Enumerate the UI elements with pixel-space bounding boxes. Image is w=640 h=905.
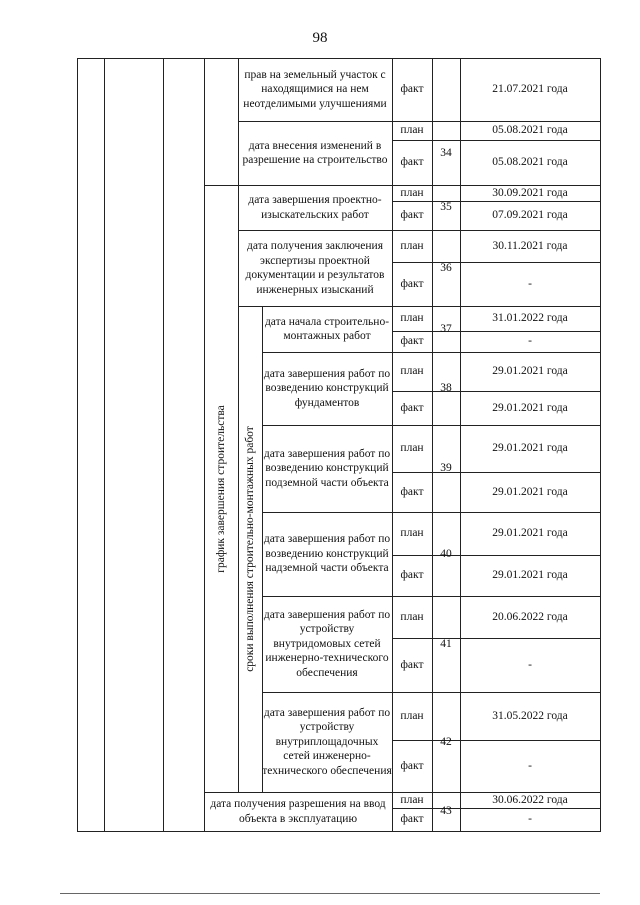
plan-date: 30.06.2022 года bbox=[492, 793, 568, 806]
fact-label: факт bbox=[400, 83, 424, 96]
row-number: 41 bbox=[440, 637, 452, 650]
plan-date: 31.01.2022 года bbox=[492, 312, 568, 325]
fact-label: факт bbox=[400, 277, 424, 290]
fact-date: 29.01.2021 года bbox=[492, 485, 568, 498]
row-number: 39 bbox=[440, 462, 452, 475]
plan-label: план bbox=[400, 312, 424, 325]
row-number: 43 bbox=[440, 805, 452, 818]
row-number: 42 bbox=[440, 735, 452, 748]
row-desc: дата внесения изменений в разрешение на строительство bbox=[242, 139, 388, 166]
group-label-construction-timeline: сроки выполнения строительно-монтажных работ bbox=[244, 426, 257, 672]
plan-label: план bbox=[400, 124, 424, 137]
plan-label: план bbox=[400, 610, 424, 623]
fact-date: 29.01.2021 года bbox=[492, 569, 568, 582]
plan-date: 20.06.2022 года bbox=[492, 610, 568, 623]
row-desc: прав на земельный участок с находящимися на нем неотделимыми улучшениями bbox=[243, 68, 387, 110]
plan-date: 29.01.2021 года bbox=[492, 442, 568, 455]
row-number: 38 bbox=[440, 382, 452, 395]
row-desc: дата завершения работ по возведению конструкций подземной части объекта bbox=[263, 447, 391, 489]
fact-label: факт bbox=[400, 401, 424, 414]
plan-label: план bbox=[400, 709, 424, 722]
fact-label: факт bbox=[400, 658, 424, 671]
plan-label: план bbox=[400, 239, 424, 252]
plan-label: план bbox=[400, 793, 424, 806]
page-number: 98 bbox=[312, 30, 328, 46]
plan-label: план bbox=[400, 527, 424, 540]
fact-label: факт bbox=[400, 156, 424, 169]
fact-label: факт bbox=[400, 759, 424, 772]
group-label-schedule: график завершения строительства bbox=[215, 404, 227, 573]
row-desc: дата завершения работ по возведению конструкций надземной части объекта bbox=[263, 533, 391, 575]
row-desc: дата начала строительно-монтажных работ bbox=[264, 315, 390, 342]
fact-date: - bbox=[528, 813, 532, 826]
fact-date: 29.01.2021 года bbox=[492, 401, 568, 414]
plan-date: 29.01.2021 года bbox=[492, 365, 568, 378]
row-desc: дата завершения работ по возведению конструкций фундаментов bbox=[263, 367, 391, 409]
fact-label: факт bbox=[400, 813, 424, 826]
fact-date: 21.07.2021 года bbox=[492, 83, 568, 96]
plan-date: 30.11.2021 года bbox=[492, 239, 568, 252]
row-desc: дата завершения работ по устройству внутридомовых сетей инженерно-технического обеспечения bbox=[263, 608, 391, 679]
row-desc: дата завершения работ по устройству внутриплощадочных сетей инженерно-технического обеспечения bbox=[262, 706, 392, 777]
fact-date: 07.09.2021 года bbox=[492, 209, 568, 222]
footer-rule bbox=[60, 893, 600, 894]
row-desc: дата получения заключения экспертизы проектной документации и результатов инженерных изысканий bbox=[245, 240, 385, 296]
plan-date: 30.09.2021 года bbox=[492, 186, 568, 199]
plan-date: 31.05.2022 года bbox=[492, 709, 568, 722]
fact-label: факт bbox=[400, 569, 424, 582]
row-number: 35 bbox=[440, 201, 452, 214]
fact-date: - bbox=[528, 759, 532, 772]
row-number: 36 bbox=[440, 261, 452, 274]
fact-date: - bbox=[528, 277, 532, 290]
row-number: 37 bbox=[440, 322, 452, 335]
row-number: 40 bbox=[440, 547, 452, 560]
fact-date: 05.08.2021 года bbox=[492, 156, 568, 169]
plan-label: план bbox=[400, 442, 424, 455]
plan-date: 29.01.2021 года bbox=[492, 527, 568, 540]
fact-date: - bbox=[528, 658, 532, 671]
fact-label: факт bbox=[400, 485, 424, 498]
plan-date: 05.08.2021 года bbox=[492, 124, 568, 137]
plan-label: план bbox=[400, 365, 424, 378]
fact-label: факт bbox=[400, 209, 424, 222]
row-desc: дата получения разрешения на ввод объекта в эксплуатацию bbox=[210, 798, 386, 825]
row-desc: дата завершения проектно-изыскательских работ bbox=[248, 194, 382, 221]
row-number: 34 bbox=[440, 146, 452, 159]
fact-label: факт bbox=[400, 335, 424, 348]
fact-date: - bbox=[528, 335, 532, 348]
plan-label: план bbox=[400, 186, 424, 199]
